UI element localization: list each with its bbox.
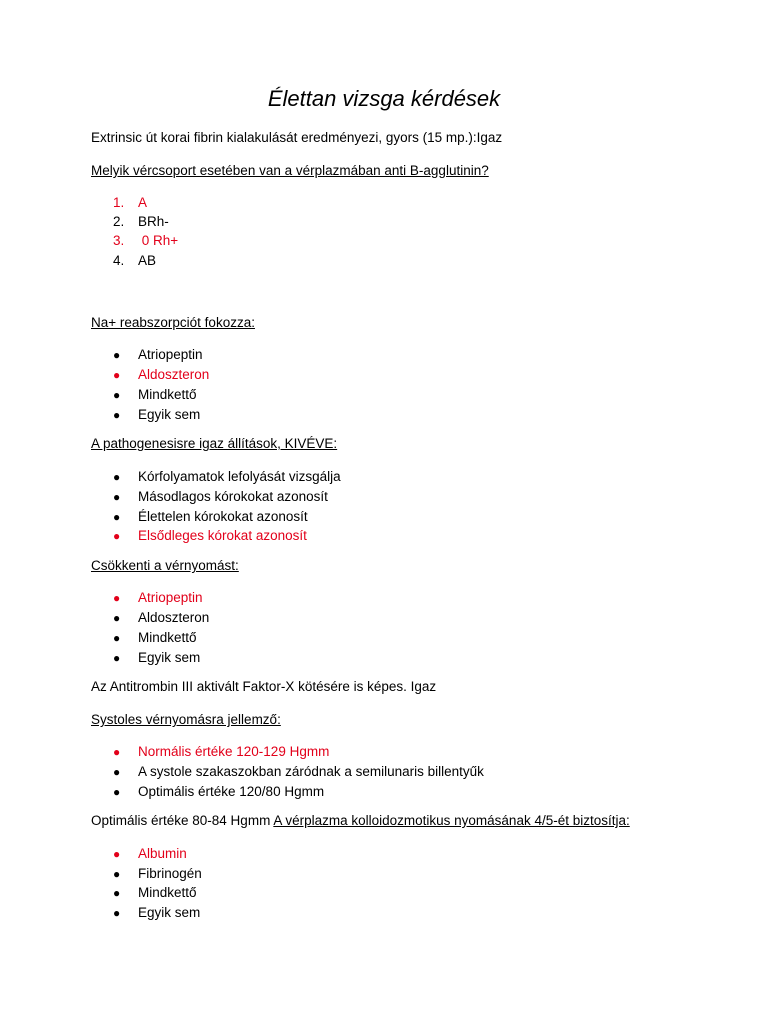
option-item (113, 763, 484, 781)
option-item (113, 609, 209, 627)
statement-6: Az Antitrombin III aktivált Faktor-X kötésére is képes. Igaz (91, 679, 437, 694)
question-2: Melyik vércsoport esetében van a vérplazmában anti B-agglutinin? (91, 163, 489, 178)
statement-1: Extrinsic út korai fibrin kialakulását eredményezi, gyors (15 mp.):Igaz (91, 130, 503, 145)
option-item (113, 213, 169, 231)
option-label: Másodlagos kórokokat azonosít (138, 489, 328, 504)
bullet-icon: ● (113, 886, 121, 900)
option-item (113, 366, 209, 384)
bullet-icon: ● (113, 408, 121, 422)
option-item (113, 527, 307, 545)
option-item (113, 743, 329, 761)
option-number: 3. (113, 233, 125, 248)
option-label: Mindkettő (138, 885, 197, 900)
option-label: Egyik sem (138, 650, 201, 665)
option-item (113, 589, 203, 607)
option-item (113, 232, 178, 250)
bullet-icon: ● (113, 470, 121, 484)
option-item (113, 649, 200, 667)
bullet-icon: ● (113, 631, 121, 645)
option-label: Mindkettő (138, 387, 197, 402)
option-label: Egyik sem (138, 905, 201, 920)
option-label: BRh- (138, 214, 169, 229)
option-item (113, 629, 197, 647)
bullet-icon: ● (113, 348, 121, 362)
option-item (113, 406, 200, 424)
option-label: Egyik sem (138, 407, 201, 422)
bullet-icon: ● (113, 368, 121, 382)
option-label: Atriopeptin (138, 590, 203, 605)
option-label: Élettelen kórokokat azonosít (138, 509, 308, 524)
option-label: A (138, 195, 148, 210)
bullet-icon: ● (113, 906, 121, 920)
option-label: Optimális értéke 120/80 Hgmm (138, 784, 325, 799)
page-title: Élettan vizsga kérdések (267, 86, 501, 111)
option-item (113, 508, 308, 526)
bullet-icon: ● (113, 591, 121, 605)
option-label: Albumin (138, 846, 187, 861)
option-item (113, 194, 147, 212)
bullet-icon: ● (113, 765, 121, 779)
bullet-icon: ● (113, 867, 121, 881)
bullet-icon: ● (113, 510, 121, 524)
option-label: Atriopeptin (138, 347, 203, 362)
option-label: Normális értéke 120-129 Hgmm (138, 744, 330, 759)
option-item (113, 346, 203, 364)
option-label: AB (138, 253, 157, 268)
option-label: Aldoszteron (138, 367, 210, 382)
question-5: Csökkenti a vérnyomást: (91, 558, 239, 573)
bullet-icon: ● (113, 388, 121, 402)
bullet-icon: ● (113, 611, 121, 625)
option-item (113, 252, 156, 270)
option-label: Elsődleges kórokat azonosít (138, 528, 307, 543)
question-8: A vérplazma kolloidozmotikus nyomásának 4/5-ét biztosítja: (273, 813, 630, 828)
option-item (113, 386, 197, 404)
bullet-icon: ● (113, 745, 121, 759)
option-item (113, 488, 328, 506)
option-label: A systole szakaszokban záródnak a semilunaris billentyűk (138, 764, 484, 779)
bullet-icon: ● (113, 651, 121, 665)
question-7: Systoles vérnyomásra jellemző: (91, 712, 281, 727)
option-item (113, 904, 200, 922)
statement-7-tail: Optimális értéke 80-84 Hgmm (91, 813, 274, 828)
option-item (113, 884, 197, 902)
option-item (113, 865, 202, 883)
option-item (113, 783, 324, 801)
option-number: 1. (113, 195, 125, 210)
option-number: 2. (113, 214, 125, 229)
option-number: 4. (113, 253, 125, 268)
option-label: Fibrinogén (138, 866, 202, 881)
option-label: 0 Rh+ (138, 233, 179, 248)
question-4: A pathogenesisre igaz állítások, KIVÉVE: (91, 436, 338, 451)
bullet-icon: ● (113, 785, 121, 799)
option-label: Kórfolyamatok lefolyását vizsgálja (138, 469, 341, 484)
option-label: Mindkettő (138, 630, 197, 645)
question-8-line (91, 812, 630, 830)
option-item (113, 468, 341, 486)
option-label: Aldoszteron (138, 610, 210, 625)
option-item (113, 845, 187, 863)
bullet-icon: ● (113, 529, 121, 543)
bullet-icon: ● (113, 847, 121, 861)
question-3: Na+ reabszorpciót fokozza: (91, 315, 255, 330)
bullet-icon: ● (113, 490, 121, 504)
